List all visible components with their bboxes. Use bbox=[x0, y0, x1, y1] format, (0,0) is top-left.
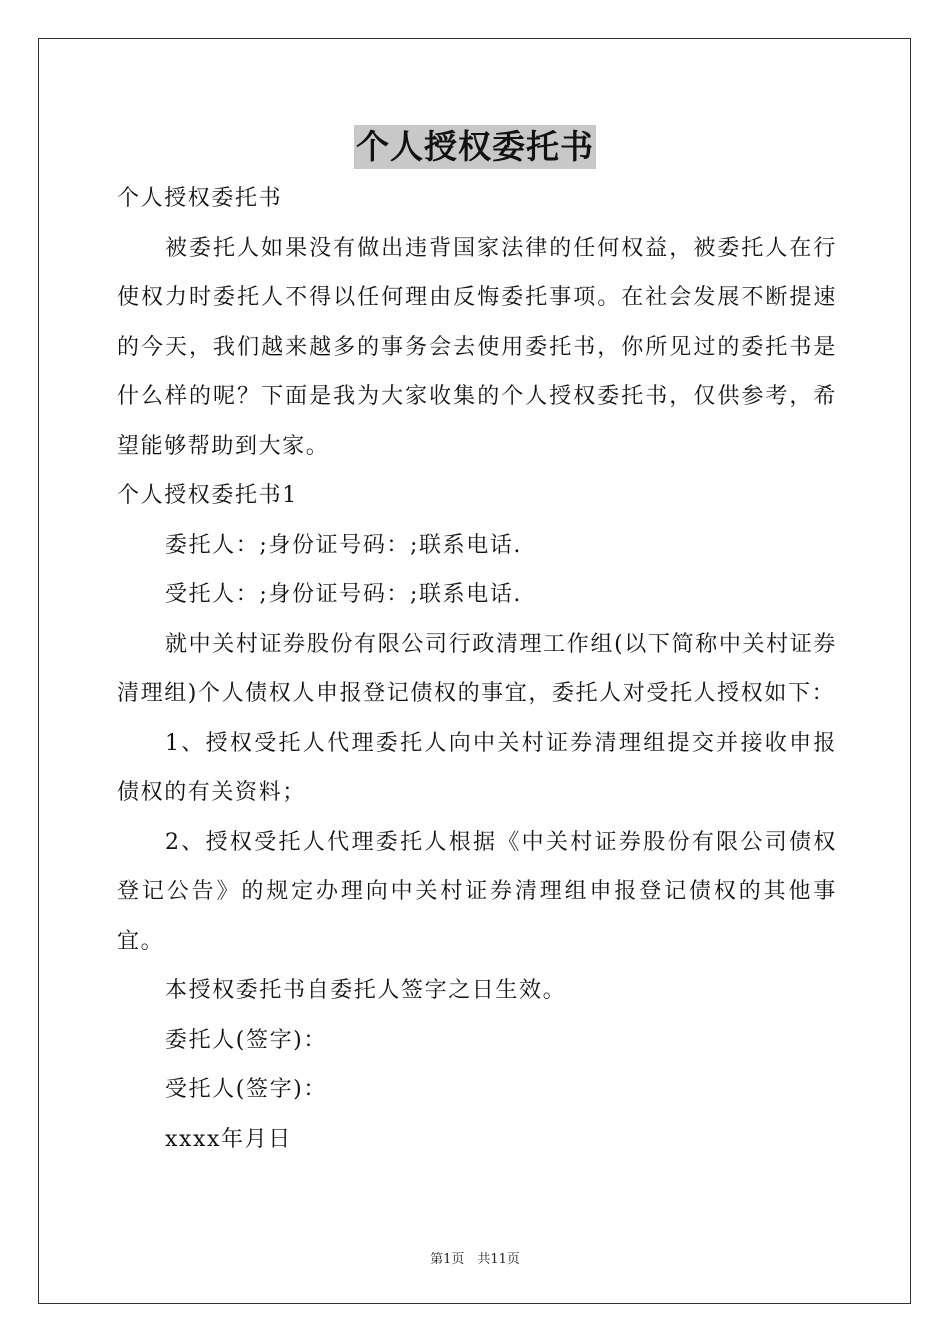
subtitle: 个人授权委托书 bbox=[117, 186, 283, 211]
document-title: 个人授权委托书 bbox=[354, 125, 596, 169]
principal-signature-line: 委托人(签字)： bbox=[165, 1027, 327, 1053]
document-body bbox=[117, 174, 837, 1164]
authorization-item-2: 2、授权受托人代理委托人根据《中关村证券股份有限公司债权登记公告》的规定办理向中关村证券清理组申报登记债权的其他事宜。 bbox=[117, 829, 837, 954]
section-heading: 个人授权委托书1 bbox=[117, 483, 298, 508]
date-line: xxxx年月日 bbox=[165, 1126, 292, 1152]
agent-signature-line: 受托人(签字)： bbox=[165, 1077, 327, 1102]
authorization-item-1: 1、授权受托人代理委托人向中关村证券清理组提交并接收申报债权的有关资料； bbox=[117, 730, 837, 805]
authorization-paragraph: 就中关村证券股份有限公司行政清理工作组(以下简称中关村证券清理组)个人债权人申报登记债权的事宜，委托人对受托人授权如下： bbox=[117, 631, 837, 706]
agent-info-line: 受托人：;身份证号码：;联系电话. bbox=[165, 582, 523, 607]
page-footer: 第1页 共11页 bbox=[430, 1252, 520, 1267]
effective-statement: 本授权委托书自委托人签字之日生效。 bbox=[165, 978, 567, 1003]
intro-paragraph: 被委托人如果没有做出违背国家法律的任何权益，被委托人在行使权力时委托人不得以任何理由反悔委托事项。在社会发展不断提速的今天，我们越来越多的事务会去使用委托书，你所见过的委托书是什么样的呢？下面是我为大家收集的个人授权委托书，仅供参考，希望能够帮助到大家。 bbox=[117, 235, 837, 459]
title-container bbox=[0, 125, 950, 169]
principal-info-line: 委托人：;身份证号码：;联系电话. bbox=[165, 532, 523, 558]
